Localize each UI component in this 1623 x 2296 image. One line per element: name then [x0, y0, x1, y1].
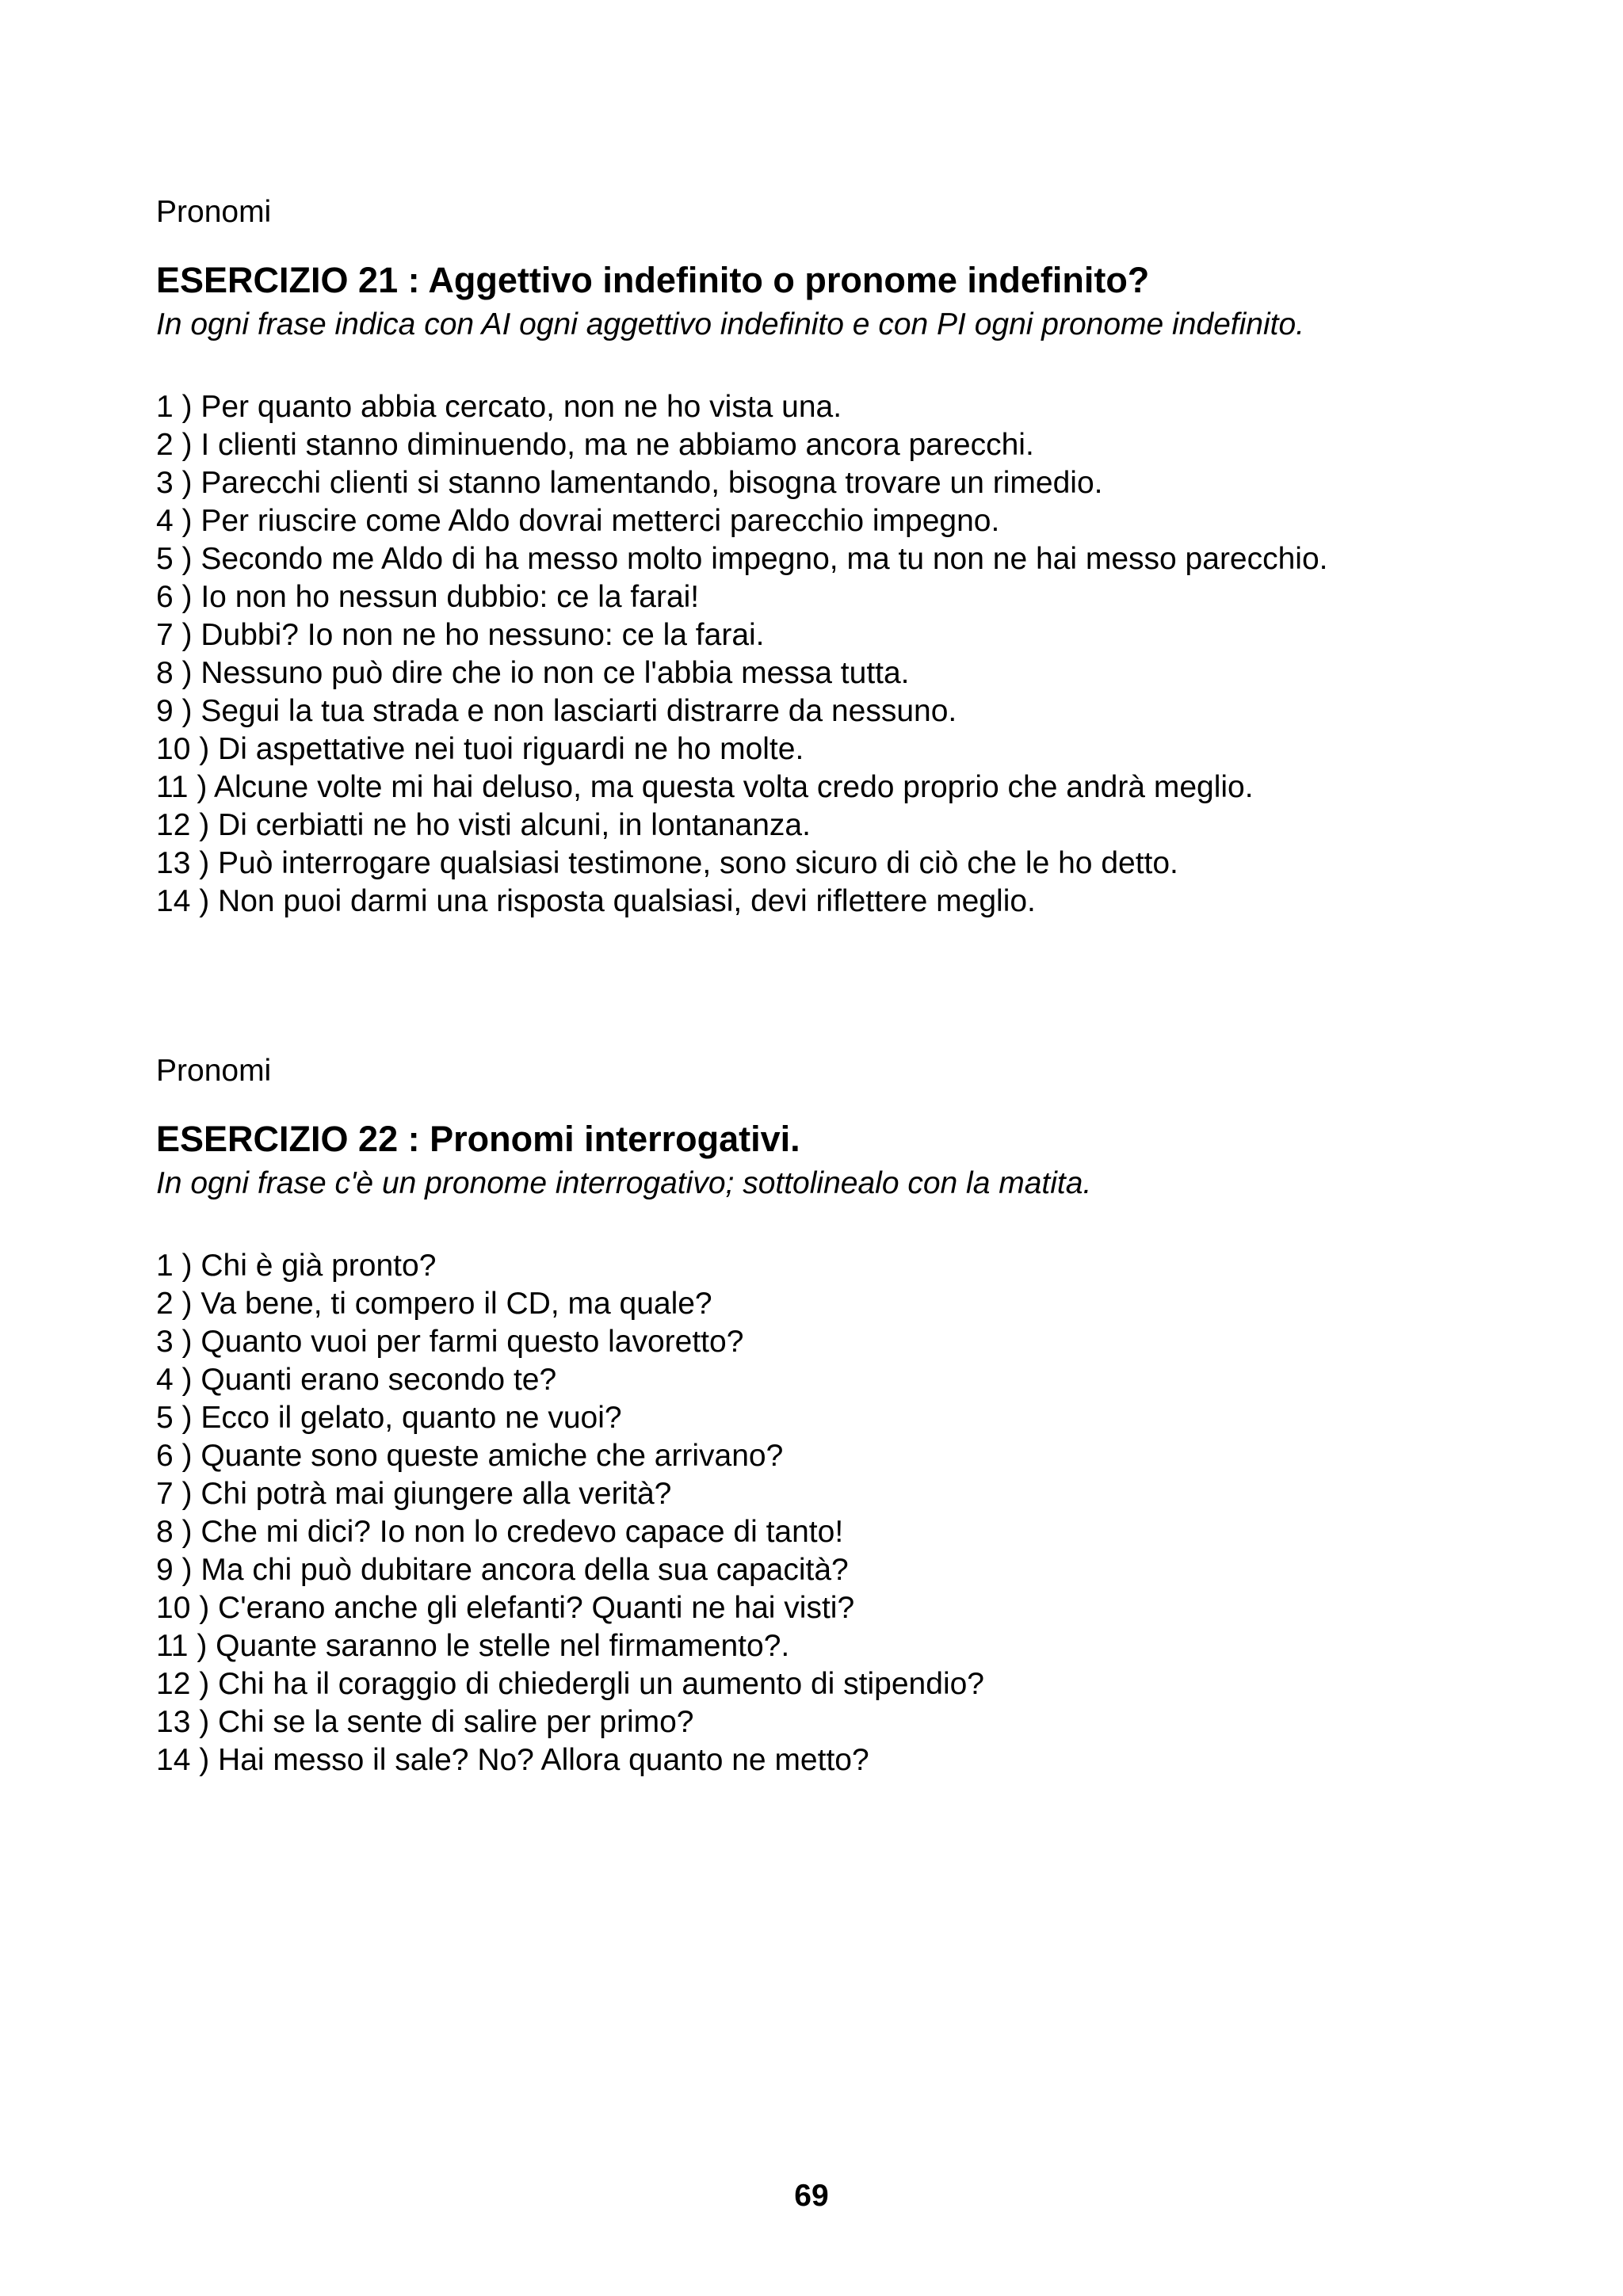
section-category: Pronomi	[156, 1054, 272, 1088]
exercise-title: ESERCIZIO 22 : Pronomi interrogativi.	[156, 1119, 800, 1159]
list-item: 8 ) Nessuno può dire che io non ce l'abbia messa tutta.	[156, 656, 910, 690]
list-item: 7 ) Chi potrà mai giungere alla verità?	[156, 1477, 672, 1511]
list-item: 4 ) Per riuscire come Aldo dovrai metterci parecchio impegno.	[156, 504, 1000, 538]
list-item: 12 ) Di cerbiatti ne ho visti alcuni, in lontananza.	[156, 808, 811, 842]
exercise-22-section	[156, 1052, 1503, 1779]
list-item: 2 ) Va bene, ti compero il CD, ma quale?	[156, 1287, 712, 1321]
list-item: 5 ) Secondo me Aldo di ha messo molto impegno, ma tu non ne hai messo parecchio.	[156, 542, 1328, 576]
list-item: 12 ) Chi ha il coraggio di chiedergli un aumento di stipendio?	[156, 1667, 984, 1701]
list-item: 7 ) Dubbi? Io non ne ho nessuno: ce la farai.	[156, 618, 765, 652]
list-item: 9 ) Ma chi può dubitare ancora della sua capacità?	[156, 1553, 849, 1587]
list-item: 11 ) Quante saranno le stelle nel firmamento?.	[156, 1629, 790, 1663]
section-category: Pronomi	[156, 195, 272, 229]
exercise-instruction: In ogni frase c'è un pronome interrogativo; sottolinealo con la matita.	[156, 1166, 1092, 1200]
list-item: 14 ) Hai messo il sale? No? Allora quanto ne metto?	[156, 1743, 869, 1777]
list-item: 10 ) C'erano anche gli elefanti? Quanti ne hai visti?	[156, 1591, 855, 1625]
list-item: 3 ) Parecchi clienti si stanno lamentando, bisogna trovare un rimedio.	[156, 466, 1103, 500]
list-item: 3 ) Quanto vuoi per farmi questo lavoretto?	[156, 1325, 744, 1359]
list-item: 8 ) Che mi dici? Io non lo credevo capace di tanto!	[156, 1515, 844, 1549]
exercise-list	[156, 388, 1503, 921]
list-item: 10 ) Di aspettative nei tuoi riguardi ne ho molte.	[156, 732, 804, 766]
list-item: 11 ) Alcune volte mi hai deluso, ma questa volta credo proprio che andrà meglio.	[156, 770, 1254, 804]
list-item: 14 ) Non puoi darmi una risposta qualsiasi, devi riflettere meglio.	[156, 884, 1036, 918]
page-number: 69	[794, 2179, 829, 2213]
list-item: 1 ) Chi è già pronto?	[156, 1249, 437, 1283]
list-item: 6 ) Io non ho nessun dubbio: ce la farai!	[156, 580, 700, 614]
list-item: 13 ) Può interrogare qualsiasi testimone, sono sicuro di ciò che le ho detto.	[156, 846, 1178, 880]
exercise-list	[156, 1247, 1503, 1779]
list-item: 1 ) Per quanto abbia cercato, non ne ho vista una.	[156, 390, 842, 424]
list-item: 6 ) Quante sono queste amiche che arrivano?	[156, 1439, 784, 1473]
list-item: 2 ) I clienti stanno diminuendo, ma ne abbiamo ancora parecchi.	[156, 428, 1034, 462]
list-item: 4 ) Quanti erano secondo te?	[156, 1363, 557, 1397]
list-item: 5 ) Ecco il gelato, quanto ne vuoi?	[156, 1401, 622, 1435]
list-item: 9 ) Segui la tua strada e non lasciarti distrarre da nessuno.	[156, 694, 957, 728]
exercise-instruction: In ogni frase indica con AI ogni aggettivo indefinito e con PI ogni pronome indefinito.	[156, 307, 1304, 341]
exercise-21-section	[156, 193, 1503, 921]
exercise-title: ESERCIZIO 21 : Aggettivo indefinito o pronome indefinito?	[156, 260, 1150, 300]
list-item: 13 ) Chi se la sente di salire per primo?	[156, 1705, 694, 1739]
